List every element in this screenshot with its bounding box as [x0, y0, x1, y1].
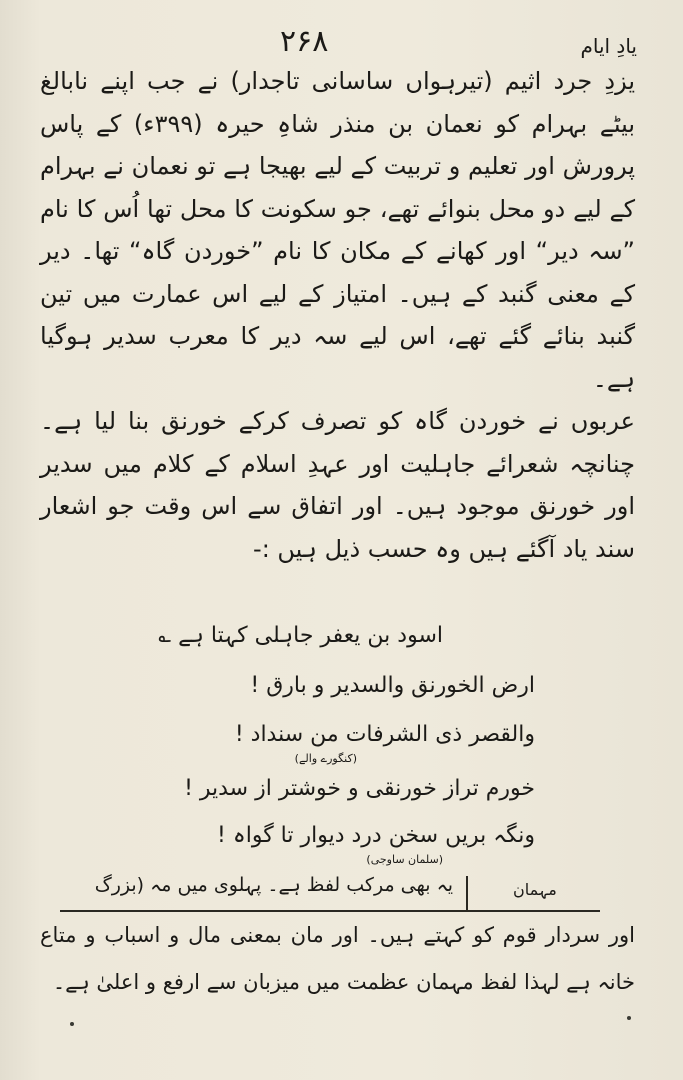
paper-speck — [70, 1022, 74, 1026]
paragraph-1: یزدِ جرد اثیم (تیرہواں ساسانی تاجدار) نے جب اپنے نابالغ بیٹے بہرام کو نعمان بن منذر شاہِ حیرہ (۳۹۹ء) کے پاس پرورش اور تعلیم و تربیت کے لیے بھیجا ہے تو نعمان نے بہرام کے لیے دو محل بنوائے تھے، جو سکونت کا محل تھا اُس کا نام ”سہ دیر“ اور کھانے کے مکان کا نام ”خوردن گاہ“ تھا۔ دیر کے معنی گنبد کے ہیں۔ امتیاز کے لیے اس عمارت میں تین گنبد بنائے گئے تھے، اس لیے سہ دیر کا معرب سدیر ہوگیا ہے۔ — [40, 67, 635, 393]
running-header: یادِ ایام — [580, 34, 637, 58]
poem-attribution: اسود بن یعفر جاہلی کہتا ہے ؎ — [158, 623, 443, 648]
verse-2-annotation: (کنگورے والے) — [294, 752, 357, 765]
footnote-continuation — [40, 912, 635, 1006]
footnote-keyword: مہمان — [513, 880, 557, 899]
verse-1: ارض الخورنق والسدیر و بارق ! — [250, 673, 535, 698]
verse-3: خورم تراز خورنقی و خوشتر از سدیر ! — [184, 776, 535, 801]
page-number: ۲۶۸ — [280, 24, 329, 59]
body-text — [40, 60, 635, 570]
verse-2: والقصر ذی الشرفات من سنداد ! — [234, 722, 535, 747]
verse-4-annotation: (سلمان ساوجی) — [366, 853, 443, 866]
paper-speck — [627, 1016, 631, 1020]
footnote-divider — [466, 876, 468, 910]
verse-4: ونگہ بریں سخن درد دیوار تا گواہ ! — [217, 823, 535, 848]
footnote-continuation-text: اور سردار قوم کو کہتے ہیں۔ اور مان بمعنی مال و اسباب و متاع خانہ ہے لہذا لفظ مہمان عظمت میں میزبان سے ارفع و اعلیٰ ہے۔ — [40, 923, 635, 994]
footnote-text: یہ بھی مرکب لفظ ہے۔ پہلوی میں مہ (بزرگ — [94, 874, 453, 896]
paragraph-2: عربوں نے خوردن گاہ کو تصرف کرکے خورنق بنا لیا ہے۔ چنانچہ شعرائے جاہلیت اور عہدِ اسلام کے کلام میں سدیر اور خورنق موجود ہیں۔ اور اتفاق سے اس وقت جو اشعار سند یاد آگئے ہیں وہ حسب ذیل ہیں :- — [40, 407, 635, 563]
